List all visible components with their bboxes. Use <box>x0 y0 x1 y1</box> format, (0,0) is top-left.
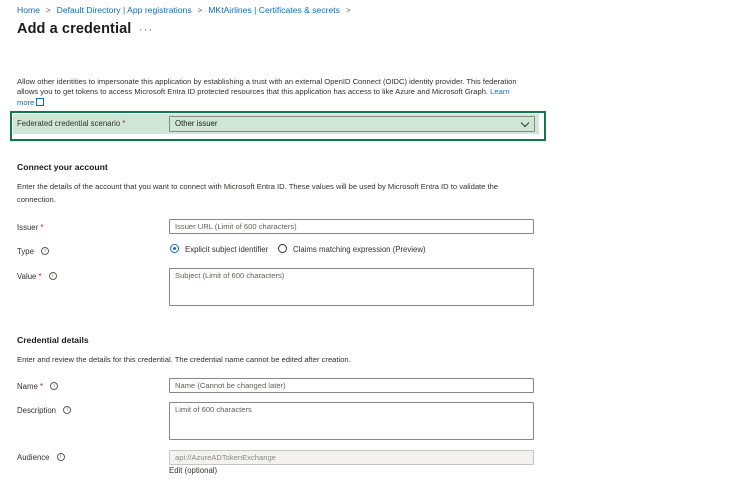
value-label <box>17 272 57 281</box>
credential-details-heading: Credential details <box>17 335 89 345</box>
name-label <box>17 382 58 391</box>
audience-label <box>17 453 65 462</box>
type-label-text: Type <box>17 247 34 256</box>
breadcrumb-app-registrations[interactable]: Default Directory | App registrations <box>56 5 192 15</box>
issuer-input[interactable] <box>169 219 534 234</box>
radio-claims-matching-label[interactable]: Claims matching expression (Preview) <box>293 245 426 254</box>
value-label-text: Value <box>17 272 37 281</box>
breadcrumb-certificates-secrets[interactable]: MKtAirlines | Certificates & secrets <box>208 5 340 15</box>
scenario-dropdown-value: Other issuer <box>175 119 218 128</box>
required-marker: * <box>40 223 44 232</box>
breadcrumb-home[interactable]: Home <box>17 5 40 15</box>
audience-value: api://AzureADTokenExchange <box>175 453 276 462</box>
name-label-text: Name <box>17 382 38 391</box>
issuer-label-text: Issuer <box>17 223 39 232</box>
radio-claims-matching[interactable] <box>278 244 287 253</box>
external-link-icon <box>36 98 44 106</box>
info-icon[interactable]: i <box>57 453 65 461</box>
connect-account-heading: Connect your account <box>17 162 108 172</box>
breadcrumb <box>17 4 357 16</box>
credential-details-help: Enter and review the details for this credential. The credential name cannot be edited after creation. <box>17 355 351 364</box>
issuer-label <box>17 223 43 232</box>
more-options-button[interactable]: ··· <box>139 24 153 36</box>
scenario-label-text: Federated credential scenario <box>17 119 121 128</box>
intro-text: Allow other identities to impersonate this application by establishing a trust with an external OpenID Connect (OIDC) identity provider. This federation allows you to get tokens to access Microsoft Entra ID protected resources that this application has access to like Azure and Microsoft Graph. <box>17 77 517 97</box>
required-marker: * <box>122 119 126 128</box>
intro-description <box>17 77 525 109</box>
edit-audience-link[interactable]: Edit (optional) <box>169 466 218 475</box>
required-marker: * <box>39 382 44 391</box>
info-icon[interactable]: i <box>41 247 49 255</box>
connect-account-help: Enter the details of the account that you want to connect with Microsoft Entra ID. These values will be used by Microsoft Entra ID to validate the connection. <box>17 182 499 204</box>
name-input[interactable] <box>169 378 534 393</box>
radio-explicit-subject[interactable] <box>170 244 179 253</box>
value-placeholder: Subject (Limit of 600 characters) <box>175 271 285 280</box>
description-placeholder: Limit of 600 characters <box>175 405 252 414</box>
scenario-dropdown[interactable] <box>169 116 535 132</box>
breadcrumb-separator: > <box>345 5 351 15</box>
name-placeholder: Name (Cannot be changed later) <box>175 381 286 390</box>
required-marker: * <box>38 272 42 281</box>
chevron-down-icon <box>521 119 529 127</box>
description-label-text: Description <box>17 406 56 415</box>
audience-label-text: Audience <box>17 453 50 462</box>
audience-input <box>169 450 534 465</box>
info-icon[interactable]: i <box>49 272 57 280</box>
type-label <box>17 247 49 256</box>
radio-explicit-subject-label[interactable]: Explicit subject identifier <box>185 245 269 254</box>
scenario-label <box>17 119 125 128</box>
description-label <box>17 406 71 415</box>
breadcrumb-separator: > <box>197 5 203 15</box>
value-textarea[interactable] <box>169 268 534 306</box>
description-textarea[interactable] <box>169 402 534 440</box>
info-icon[interactable]: i <box>63 406 71 414</box>
page-title: Add a credential <box>17 21 132 37</box>
breadcrumb-separator: > <box>45 5 51 15</box>
learn-more-label: Learn more <box>17 87 510 108</box>
issuer-placeholder: Issuer URL (Limit of 600 characters) <box>175 222 297 231</box>
info-icon[interactable]: i <box>50 382 58 390</box>
